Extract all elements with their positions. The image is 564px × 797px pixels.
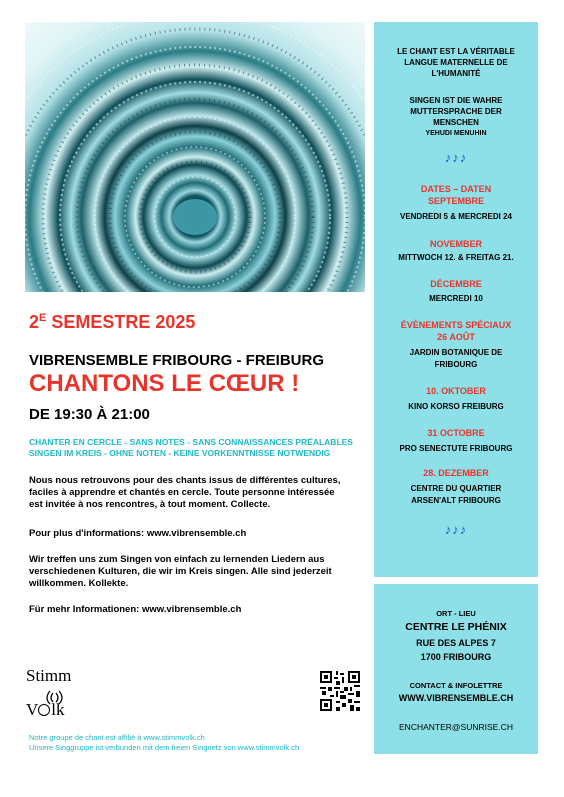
description-de bbox=[29, 554, 364, 590]
december-dates: MERCREDI 10 bbox=[429, 294, 483, 303]
qr-code[interactable] bbox=[320, 671, 360, 711]
semester-suffix: E bbox=[39, 312, 47, 324]
description-de-line: verschiedenen Kulturen, die wir im Kreis singen. Alle sind jederzeit bbox=[29, 566, 332, 577]
venue-city: 1700 FRIBOURG bbox=[420, 652, 492, 662]
quote-author: YEHUDI MENUHIN bbox=[425, 130, 487, 137]
event4-place-2: ARSEN'ALT FRIBOURG bbox=[411, 496, 501, 505]
semester-heading bbox=[29, 312, 195, 333]
description-fr-line: faciles à apprendre et chantés en cercle. Toute personne intéressée bbox=[29, 487, 335, 498]
november-label: NOVEMBER bbox=[429, 239, 482, 249]
stimmvolk-logo bbox=[26, 662, 86, 722]
description-de-line: Wir treffen uns zum Singen von einfach zu lernenden Liedern aus bbox=[29, 554, 325, 565]
logo-text-top: Stimm bbox=[26, 666, 72, 685]
semester-number: 2 bbox=[29, 312, 40, 332]
info-link-fr[interactable]: Pour plus d'informations: www.vibrensemble.ch bbox=[29, 528, 247, 539]
logo-letter-v: V bbox=[26, 700, 39, 719]
venue-name: CENTRE LE PHÉNIX bbox=[405, 621, 507, 633]
logo-letters-lk: lk bbox=[51, 700, 65, 719]
events-heading: ÉVÈNEMENTS SPÉCIAUX bbox=[400, 320, 512, 330]
november-dates: MITTWOCH 12. & FREITAG 21. bbox=[398, 253, 514, 262]
september-label: SEPTEMBRE bbox=[427, 196, 484, 206]
venue-street: RUE DES ALPES 7 bbox=[416, 638, 496, 648]
event2-place: KINO KORSO FREIBURG bbox=[408, 402, 504, 411]
event3-place: PRO SENECTUTE FRIBOURG bbox=[399, 444, 513, 453]
website-link[interactable]: WWW.VIBRENSEMBLE.CH bbox=[398, 693, 514, 703]
footer-fr: Notre groupe de chant est affilié à www.stimmvolk.ch bbox=[29, 733, 205, 742]
semester-year: SEMESTRE 2025 bbox=[46, 312, 196, 332]
music-notes-icon: ♪♪♪ bbox=[444, 522, 468, 537]
event-time: DE 19:30 À 21:00 bbox=[29, 406, 150, 423]
event3-date: 31 OCTOBRE bbox=[427, 428, 485, 438]
description-fr-line: Nous nous retrouvons pour des chants issus de différentes cultures, bbox=[29, 475, 341, 486]
quote-de-1: SINGEN IST DIE WAHRE bbox=[409, 96, 503, 105]
event-title: CHANTONS LE CŒUR ! bbox=[29, 370, 300, 397]
location-panel bbox=[374, 584, 538, 754]
event2-date: 10. OKTOBER bbox=[426, 386, 486, 396]
tagline-fr: CHANTER EN CERCLE - SANS NOTES - SANS CONNAISSANCES PRÉALABLES bbox=[29, 437, 353, 447]
tagline-de: SINGEN IM KREIS - OHNE NOTEN - KEINE VORKENNTNISSE NOTWENDIG bbox=[29, 448, 331, 458]
quote-fr-2: LANGUE MATERNELLE DE bbox=[404, 58, 508, 67]
description-de-line: willkommen. Kollekte. bbox=[29, 578, 129, 589]
dates-heading: DATES – DATEN bbox=[420, 184, 492, 194]
event4-place-1: CENTRE DU QUARTIER bbox=[410, 484, 502, 493]
description-fr-line: est invitée à nos rencontres, à tout moment. Collecte. bbox=[29, 499, 271, 510]
ensemble-name: VIBRENSEMBLE FRIBOURG - FREIBURG bbox=[29, 352, 325, 369]
september-dates: VENDREDI 5 & MERCREDI 24 bbox=[399, 212, 513, 221]
event1-date: 26 AOÛT bbox=[437, 332, 475, 342]
event1-place-2: FRIBOURG bbox=[434, 360, 478, 369]
quote-de-3: MENSCHEN bbox=[433, 118, 479, 127]
event4-date: 28. DEZEMBER bbox=[423, 468, 489, 478]
logo-circle-icon bbox=[38, 704, 50, 716]
music-notes-icon: ♪♪♪ bbox=[444, 150, 468, 165]
email-link[interactable]: ENCHANTER@SUNRISE.CH bbox=[399, 722, 513, 732]
footer-de: Unsere Singgruppe ist verbunden mit dem freien Singnetz von www.stimmvolk.ch bbox=[29, 743, 300, 752]
quote-de-2: MUTTERSPRACHE DER bbox=[410, 107, 502, 116]
contact-label: CONTACT & INFOLETTRE bbox=[409, 681, 503, 690]
december-label: DÉCEMBRE bbox=[430, 279, 482, 289]
info-link-de[interactable]: Für mehr Informationen: www.vibrensemble.ch bbox=[29, 604, 242, 615]
event1-place-1: JARDIN BOTANIQUE DE bbox=[409, 348, 503, 357]
description-fr bbox=[29, 475, 364, 511]
location-label: ORT - LIEU bbox=[436, 609, 476, 618]
info-panel bbox=[374, 22, 538, 577]
mandala-image bbox=[25, 22, 365, 292]
logo-text-bottom bbox=[26, 700, 65, 720]
quote-fr-3: L'HUMANITÉ bbox=[431, 69, 481, 78]
quote-fr-1: LE CHANT EST LA VÉRITABLE bbox=[397, 47, 515, 56]
